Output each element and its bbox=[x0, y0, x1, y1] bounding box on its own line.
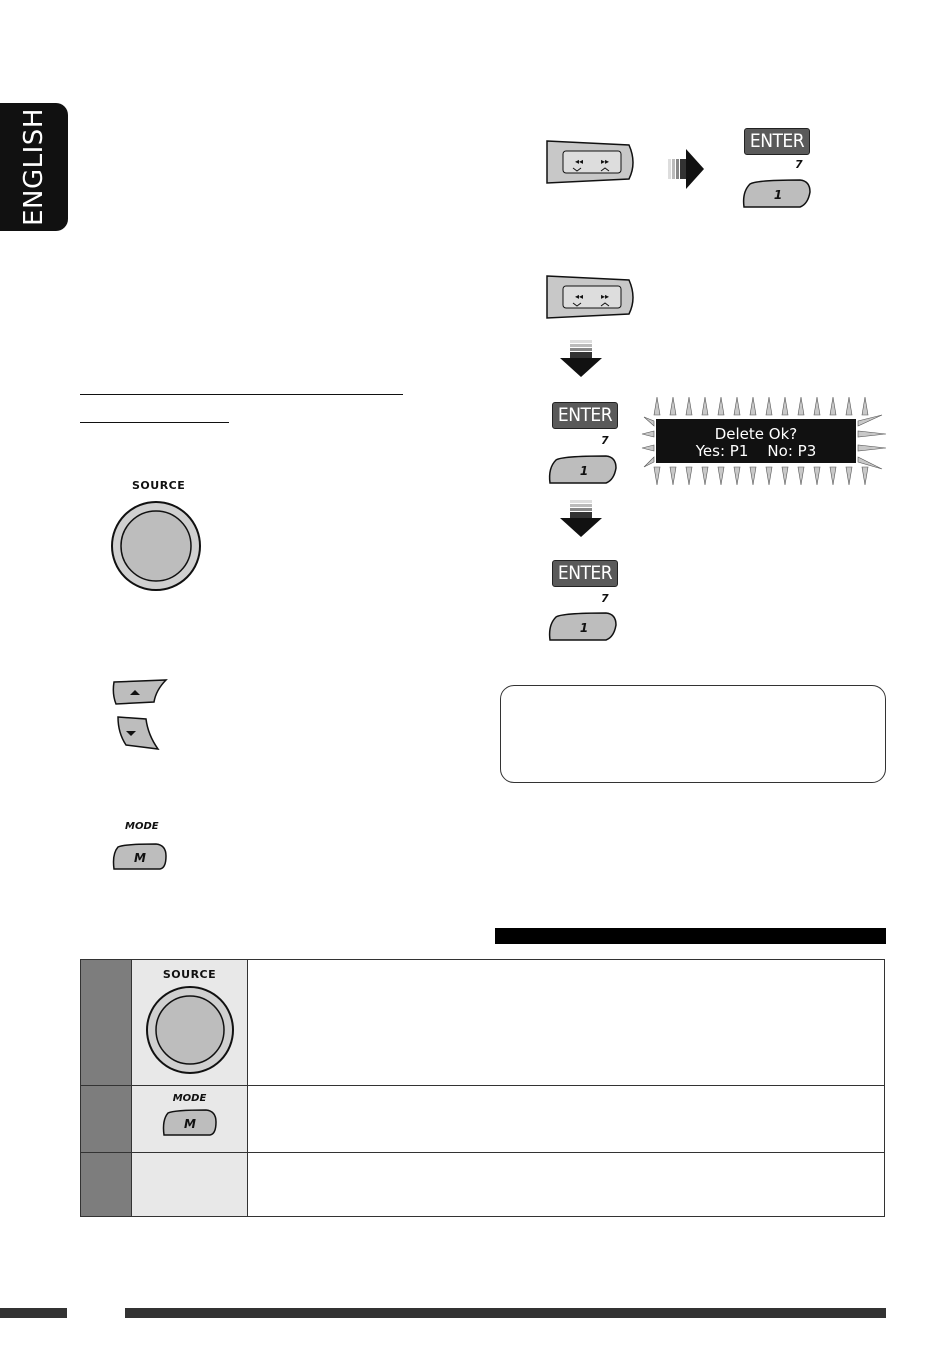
mode-label: MODE bbox=[125, 821, 159, 832]
mode-button-icon bbox=[160, 1108, 220, 1138]
mode-label: MODE bbox=[172, 1093, 207, 1104]
footer-bar-right bbox=[125, 1308, 886, 1318]
source-knob-icon[interactable] bbox=[110, 500, 202, 592]
display-line-1: Delete Ok? bbox=[714, 425, 798, 443]
row-icon-cell bbox=[132, 1086, 248, 1153]
row-description-cell bbox=[248, 960, 885, 1086]
source-label: SOURCE bbox=[162, 968, 217, 981]
arrow-right-icon bbox=[668, 147, 706, 191]
skip-control-icon[interactable] bbox=[545, 137, 637, 187]
preset-hold-number: 7 bbox=[601, 434, 609, 447]
arrow-down-icon bbox=[558, 500, 604, 538]
source-knob-icon bbox=[144, 984, 236, 1076]
language-tab-label: ENGLISH bbox=[19, 108, 49, 226]
language-tab bbox=[0, 103, 68, 231]
svg-text:◂◂: ◂◂ bbox=[575, 292, 584, 301]
svg-text:◂◂: ◂◂ bbox=[575, 157, 584, 166]
footer-bar-left bbox=[0, 1308, 67, 1318]
row-number-cell bbox=[81, 1153, 132, 1217]
up-button-icon[interactable] bbox=[110, 676, 170, 708]
enter-badge: ENTER bbox=[552, 402, 618, 429]
display-line-2: Yes: P1 No: P3 bbox=[695, 442, 817, 460]
row-icon-cell bbox=[132, 1153, 248, 1217]
display-panel bbox=[640, 395, 890, 487]
enter-badge: ENTER bbox=[744, 128, 810, 155]
preset-button-1[interactable] bbox=[740, 178, 814, 210]
row-description-cell bbox=[248, 1086, 885, 1153]
mode-button-text: M bbox=[134, 851, 146, 865]
svg-text:▸▸: ▸▸ bbox=[601, 157, 610, 166]
preset-button-text: 1 bbox=[579, 621, 589, 635]
mode-button-icon[interactable] bbox=[110, 842, 170, 872]
source-label: SOURCE bbox=[132, 479, 186, 492]
down-button-icon[interactable] bbox=[114, 713, 162, 755]
row-description-cell bbox=[248, 1153, 885, 1217]
section-rule-short bbox=[80, 422, 229, 423]
preset-button-text: 1 bbox=[579, 464, 589, 478]
reference-table bbox=[80, 959, 885, 1217]
table-row bbox=[81, 1086, 885, 1153]
preset-hold-number: 7 bbox=[795, 158, 803, 171]
row-icon-cell bbox=[132, 960, 248, 1086]
preset-button-1[interactable] bbox=[546, 611, 620, 643]
table-row bbox=[81, 960, 885, 1086]
svg-text:▸▸: ▸▸ bbox=[601, 292, 610, 301]
mode-button-text: M bbox=[183, 1117, 196, 1131]
row-number-cell bbox=[81, 1086, 132, 1153]
section-header-bar bbox=[495, 928, 886, 944]
preset-hold-number: 7 bbox=[601, 592, 609, 605]
section-rule-long bbox=[80, 394, 403, 395]
enter-badge: ENTER bbox=[552, 560, 618, 587]
arrow-down-icon bbox=[558, 340, 604, 378]
row-number-cell bbox=[81, 960, 132, 1086]
table-row bbox=[81, 1153, 885, 1217]
skip-control-icon[interactable] bbox=[545, 272, 637, 322]
note-box bbox=[500, 685, 886, 783]
preset-button-text: 1 bbox=[773, 188, 783, 202]
preset-button-1[interactable] bbox=[546, 454, 620, 486]
